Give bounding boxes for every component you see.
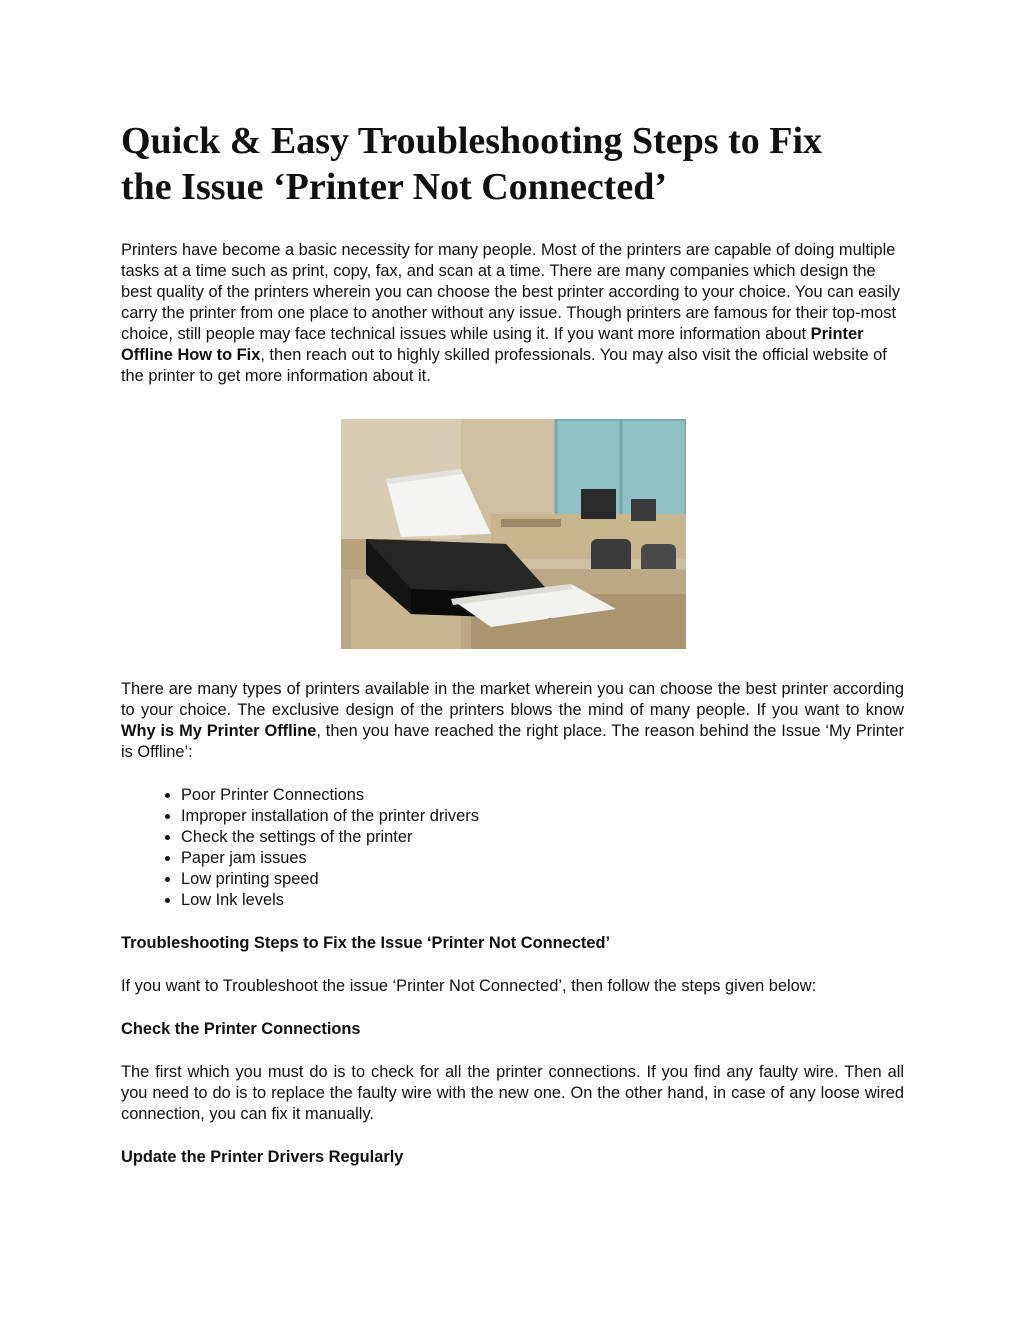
document-page xyxy=(121,118,904,1190)
list-item: • Improper installation of the printer drivers xyxy=(181,806,904,827)
page-title: Quick & Easy Troubleshooting Steps to Fix the Issue ‘Printer Not Connected’ xyxy=(121,120,823,208)
intro-text-start: Printers have become a basic necessity for many people. Most of the printers are capable of doing multiple tasks at a time such as print, copy, fax, and scan at a time. There are many companies which design the best quality of the printers wherein you can choose the best printer according to your choice. You can easily carry the printer from one place to another without any issue. Though printers are famous for their top-most choice, still people may face technical issues while using it. If you want more information about xyxy=(121,241,901,343)
intro-text-end: , then reach out to highly skilled professionals. You may also visit the official website of the printer to get more information about it. xyxy=(121,346,887,385)
printer-types-text-start: There are many types of printers available in the market wherein you can choose the best printer according to your choice. The exclusive design of the printers blows the mind of many people. If you want to know xyxy=(121,680,904,719)
printer-photo xyxy=(341,419,686,649)
check-connections-paragraph: The first which you must do is to check for all the printer connections. If you find any faulty wire. Then all you need to do is to replace the faulty wire with the new one. On the other hand, in case of any loose wired connection, you can fix it manually. xyxy=(121,1063,904,1123)
update-drivers-heading: Update the Printer Drivers Regularly xyxy=(121,1148,404,1166)
printer-types-paragraph xyxy=(121,679,904,763)
printer-types-text-end: , then you have reached the right place. The reason behind the Issue ‘My Printer is Offline’: xyxy=(121,722,904,761)
list-item: • Low Ink levels xyxy=(181,890,904,911)
list-item: • Low printing speed xyxy=(181,869,904,890)
intro-paragraph xyxy=(121,240,904,387)
troubleshooting-heading: Troubleshooting Steps to Fix the Issue ‘Printer Not Connected’ xyxy=(121,934,611,952)
list-item: • Check the settings of the printer xyxy=(181,827,904,848)
check-connections-heading: Check the Printer Connections xyxy=(121,1020,361,1038)
list-item: • Poor Printer Connections xyxy=(181,785,904,806)
intro-bold-link-text: Printer Offline How to Fix xyxy=(121,325,864,364)
printer-types-bold-text: Why is My Printer Offline xyxy=(121,722,317,740)
troubleshoot-intro-paragraph: If you want to Troubleshoot the issue ‘Printer Not Connected’, then follow the steps given below: xyxy=(121,977,817,995)
list-item: • Paper jam issues xyxy=(181,848,904,869)
reasons-list xyxy=(121,785,904,911)
